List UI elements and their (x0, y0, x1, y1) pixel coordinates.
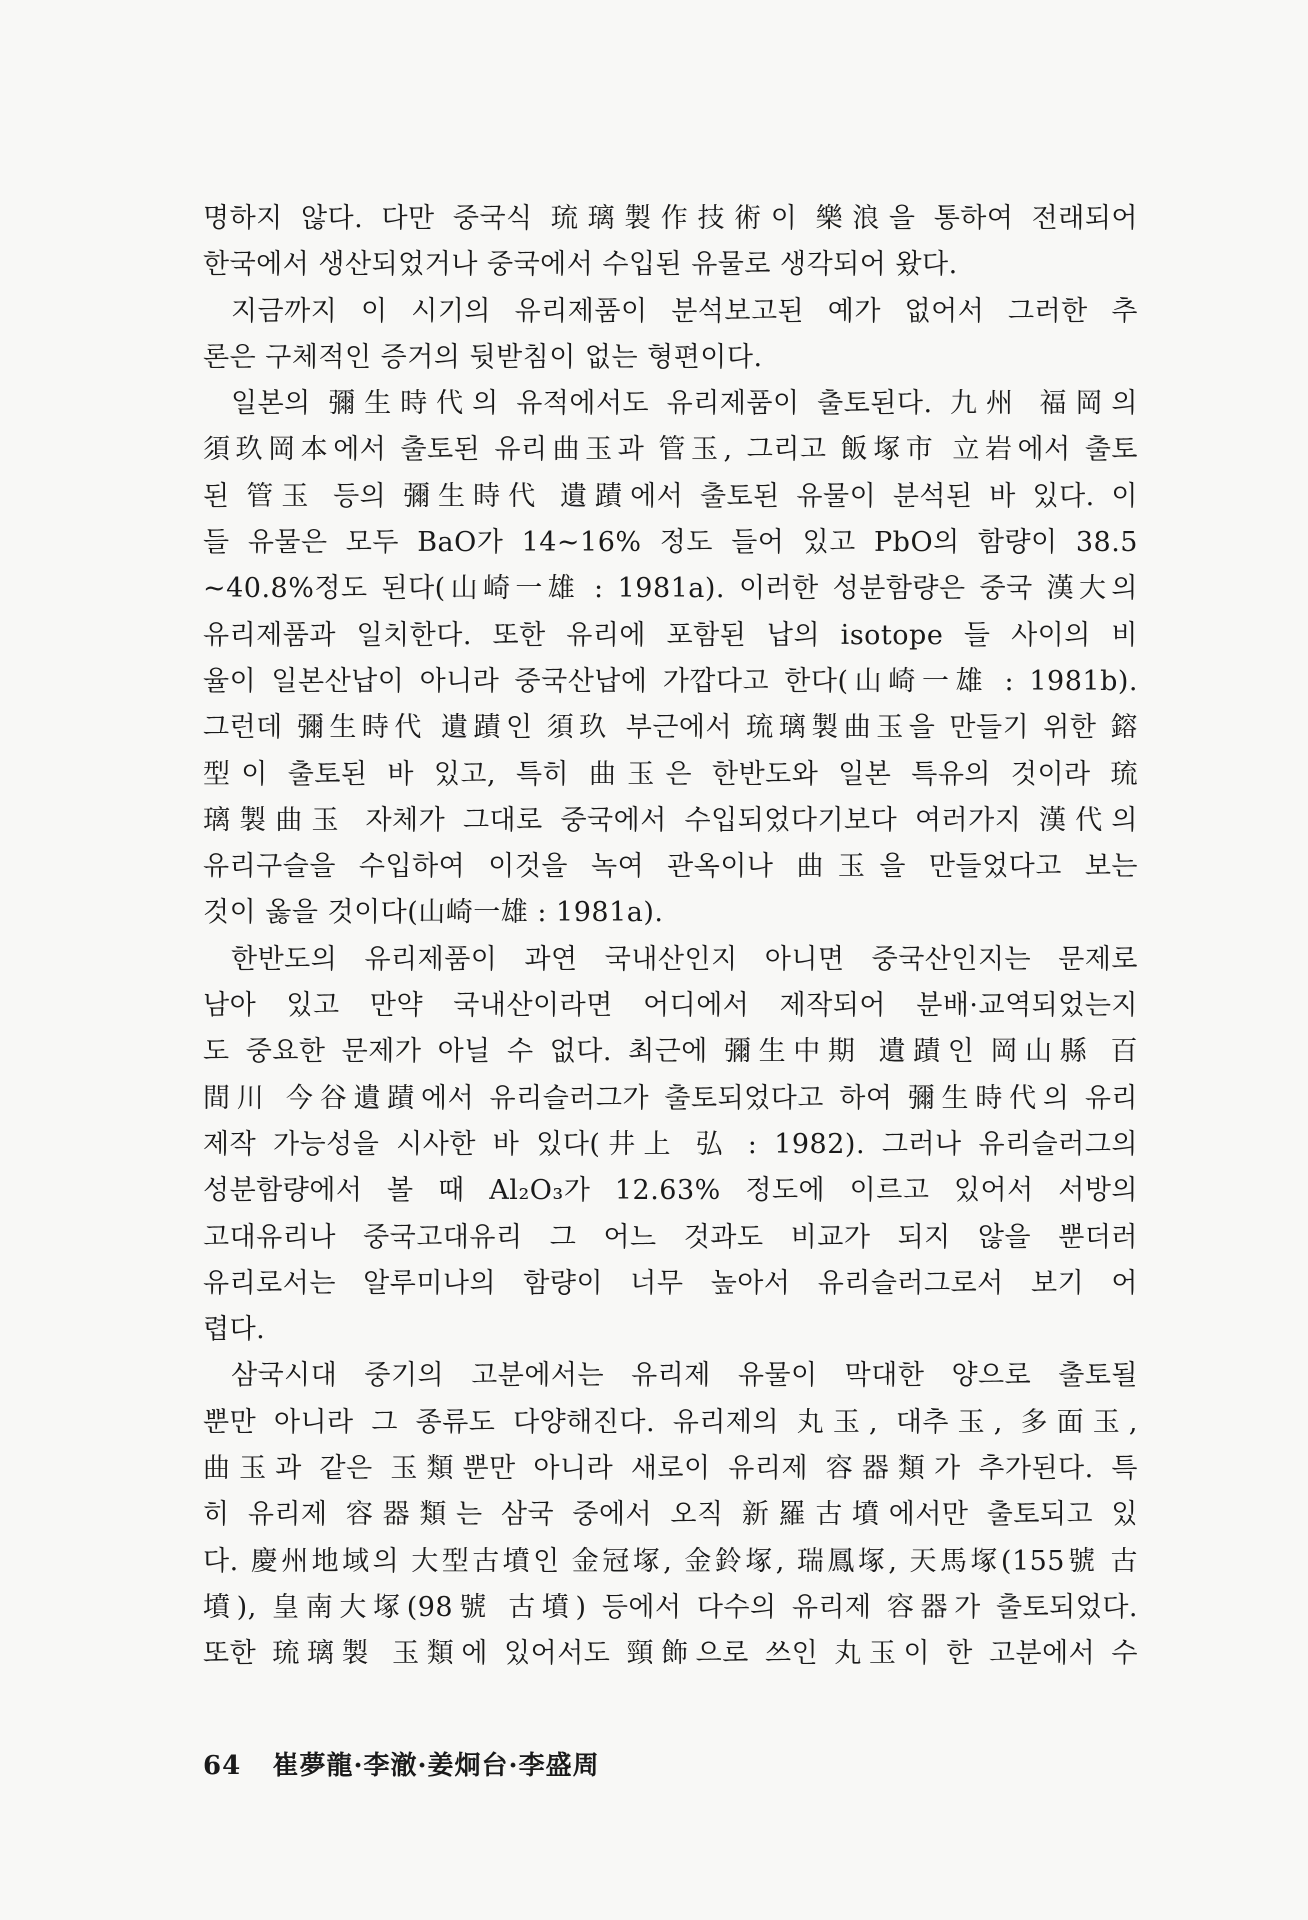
text-line: 도 중요한 문제가 아닐 수 없다. 최근에 彌生中期 遺蹟인 岡山縣 百 (203, 1036, 1138, 1068)
text-line: 삼국시대 중기의 고분에서는 유리제 유물이 막대한 양으로 출토될 (231, 1360, 1138, 1392)
text-line: 명하지 않다. 다만 중국식 琉璃製作技術이 樂浪을 통하여 전래되어 (203, 203, 1138, 234)
text-line: 璃製曲玉 자체가 그대로 중국에서 수입되었다기보다 여러가지 漢代의 (203, 804, 1138, 836)
text-line: 뿐만 아니라 그 종류도 다양해진다. 유리제의 丸玉, 대추玉, 多面玉, (203, 1406, 1138, 1438)
body-text (203, 196, 1138, 1678)
text-line: 유리제품과 일치한다. 또한 유리에 포함된 납의 isotope 들 사이의 비 (203, 619, 1138, 651)
text-line: 성분함량에서 볼 때 Al₂O₃가 12.63% 정도에 이르고 있어서 서방의 (203, 1175, 1138, 1207)
text-line: 墳), 皇南大塚(98號 古墳) 등에서 다수의 유리제 容器가 출토되었다. (203, 1591, 1138, 1623)
text-line: 고대유리나 중국고대유리 그 어느 것과도 비교가 되지 않을 뿐더러 (203, 1221, 1138, 1253)
text-line: 일본의 彌生時代의 유적에서도 유리제품이 출토된다. 九州 福岡의 (231, 388, 1138, 420)
page-number: 64 (203, 1751, 242, 1781)
text-line: 한국에서 생산되었거나 중국에서 수입된 유물로 생각되어 왔다. (203, 249, 958, 281)
text-line: 유리구슬을 수입하여 이것을 녹여 관옥이나 曲玉을 만들었다고 보는 (203, 851, 1138, 883)
text-line: 또한 琉璃製 玉類에 있어서도 頸飾으로 쓰인 丸玉이 한 고분에서 수 (203, 1638, 1138, 1670)
text-line: 된 管玉 등의 彌生時代 遺蹟에서 출토된 유물이 분석된 바 있다. 이 (203, 480, 1138, 512)
text-line: 들 유물은 모두 BaO가 14~16% 정도 들어 있고 PbO의 함량이 38.5 (203, 527, 1138, 559)
text-line: 型이 출토된 바 있고, 특히 曲玉은 한반도와 일본 특유의 것이라 琉 (203, 758, 1138, 790)
text-line: 율이 일본산납이 아니라 중국산납에 가깝다고 한다(山崎一雄 : 1981b). (203, 665, 1138, 697)
text-line: 론은 구체적인 증거의 뒷받침이 없는 형편이다. (203, 341, 763, 373)
text-line: 다. 慶州地域의 大型古墳인 金冠塚, 金鈴塚, 瑞鳳塚, 天馬塚(155號 古 (203, 1545, 1138, 1577)
running-head-authors: 崔夢龍·李澈·姜炯台·李盛周 (272, 1751, 600, 1781)
text-line: 것이 옳을 것이다(山崎一雄 : 1981a). (203, 897, 664, 929)
text-line: 남아 있고 만약 국내산이라면 어디에서 제작되어 분배·교역되었는지 (203, 990, 1138, 1022)
text-line: 須玖岡本에서 출토된 유리曲玉과 管玉, 그리고 飯塚市 立岩에서 출토 (203, 434, 1138, 466)
text-line: 제작 가능성을 시사한 바 있다(井上 弘 : 1982). 그러나 유리슬러그의 (203, 1128, 1138, 1160)
text-line: 間川 今谷遺蹟에서 유리슬러그가 출토되었다고 하여 彌生時代의 유리 (203, 1082, 1138, 1114)
text-line: 그런데 彌生時代 遺蹟인 須玖 부근에서 琉璃製曲玉을 만들기 위한 鎔 (203, 712, 1138, 744)
text-line: 히 유리제 容器類는 삼국 중에서 오직 新羅古墳에서만 출토되고 있 (203, 1499, 1138, 1531)
text-line: 렵다. (203, 1314, 266, 1346)
text-line: 유리로서는 알루미나의 함량이 너무 높아서 유리슬러그로서 보기 어 (203, 1267, 1138, 1299)
page-footer (203, 1745, 600, 1782)
text-line: ~40.8%정도 된다(山崎一雄 : 1981a). 이러한 성분함량은 중국 漢大의 (203, 573, 1138, 605)
text-line: 지금까지 이 시기의 유리제품이 분석보고된 예가 없어서 그러한 추 (231, 295, 1138, 327)
text-line: 한반도의 유리제품이 과연 국내산인지 아니면 중국산인지는 문제로 (231, 943, 1138, 975)
text-line: 曲玉과 같은 玉類뿐만 아니라 새로이 유리제 容器類가 추가된다. 특 (203, 1453, 1138, 1485)
